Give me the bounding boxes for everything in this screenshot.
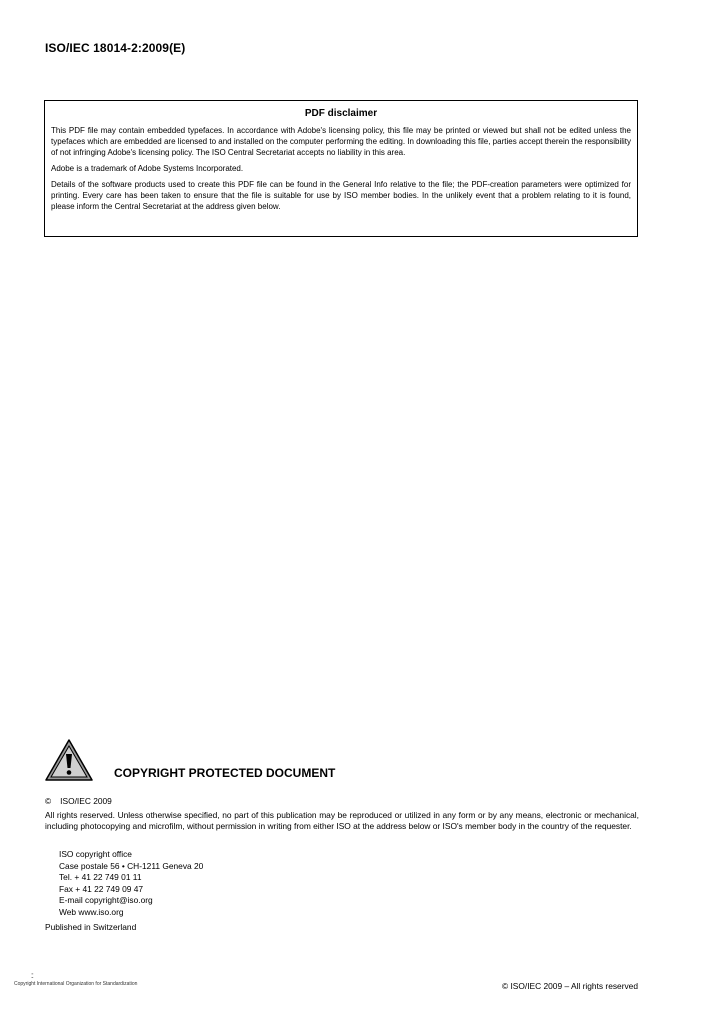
footer-left-text: Copyright International Organization for Standardization — [14, 981, 138, 987]
warning-triangle-icon — [45, 739, 93, 781]
copyright-line — [45, 796, 112, 807]
disclaimer-paragraph: This PDF file may contain embedded typefaces. In accordance with Adobe's licensing policy, this file may be printed or viewed but shall not be edited unless the typefaces which are embedded are licensed to and installed on the computer performing the editing. In downloading this file, parties accept therein the responsibility of not infringing Adobe's licensing policy. The ISO Central Secretariat accepts no liability in this area. — [51, 126, 631, 157]
pdf-disclaimer-box — [44, 100, 638, 237]
address-line: Fax + 41 22 749 09 47 — [59, 883, 144, 894]
copyright-holder: ISO/IEC 2009 — [60, 796, 112, 806]
disclaimer-paragraph: Details of the software products used to create this PDF file can be found in the General Info relative to the file; the PDF-creation parameters were optimized for printing. Every care has been taken to ensure that the file is suitable for use by ISO member bodies. In the unlikely event that a problem relating to it is found, please inform the Central Secretariat at the address given below. — [51, 180, 631, 211]
document-id: ISO/IEC 18014-2:2009(E) — [45, 41, 186, 55]
footer-rights: © ISO/IEC 2009 – All rights reserved — [501, 981, 638, 991]
disclaimer-paragraph: Adobe is a trademark of Adobe Systems Incorporated. — [51, 164, 244, 173]
copyright-symbol: © — [45, 796, 52, 806]
copyright-heading: COPYRIGHT PROTECTED DOCUMENT — [114, 766, 336, 780]
iso-address — [59, 849, 203, 919]
address-line: Case postale 56 • CH-1211 Geneva 20 — [59, 860, 204, 871]
published-location: Published in Switzerland — [45, 922, 137, 932]
footer-ticks: ⁚⁚ — [31, 974, 33, 980]
address-line: E-mail copyright@iso.org — [59, 895, 153, 906]
address-line: Tel. + 41 22 749 01 11 — [59, 872, 142, 883]
disclaimer-title: PDF disclaimer — [304, 108, 378, 119]
rights-statement: All rights reserved. Unless otherwise specified, no part of this publication may be reproduced or utilized in any form or by any means, electronic or mechanical, including photocopying and microfilm, without permission in writing from either ISO at the address below or ISO's member body in the country of the requester. — [45, 810, 639, 831]
footer-copyright-notice — [14, 974, 138, 987]
address-line: Web www.iso.org — [59, 906, 124, 917]
address-line: ISO copyright office — [59, 849, 132, 859]
